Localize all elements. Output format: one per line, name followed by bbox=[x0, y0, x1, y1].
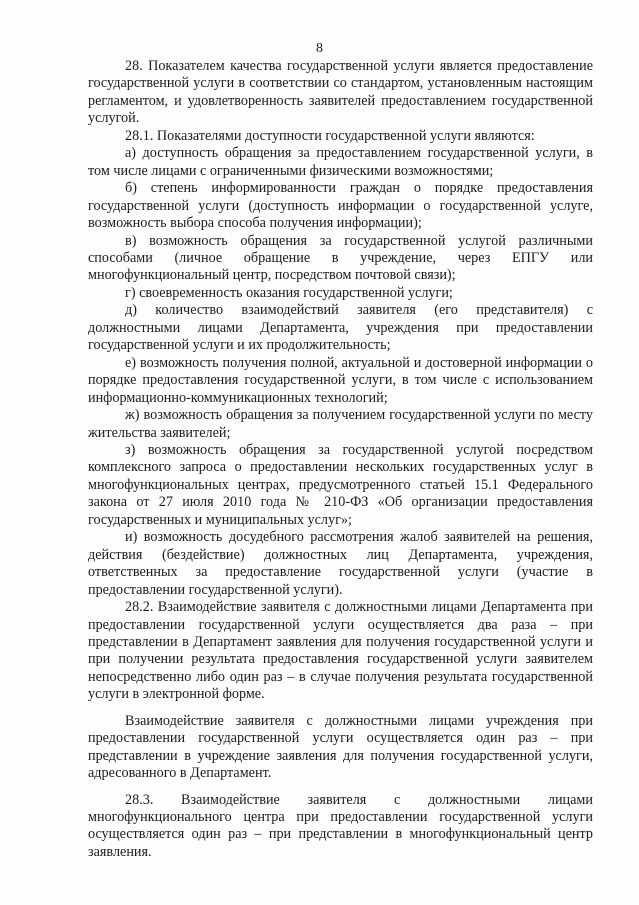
list-item-e: е) возможность получения полной, актуальной и достоверной информации о порядке предоставления государственной услуги, в том числе с использованием информационно-коммуникационных технологий; bbox=[88, 354, 593, 406]
list-item-z: з) возможность обращения за государственной услугой посредством комплексного запроса о предоставлении нескольких государственных услуг в многофункциональных центрах, предусмотренного статьей 15.1 Федерального закона от 27 июля 2010 года № 210-ФЗ «Об организации предоставления государственных и муниципальных услуг»; bbox=[88, 441, 593, 528]
paragraph-28-2: 28.2. Взаимодействие заявителя с должностными лицами Департамента при предоставлении государственной услуги осуществляется два раза – при представлении в Департамент заявления для получения государственной услуги и при получении результата предоставления государственной услуги заявителем непосредственно либо один раз – в случае получения результата государственной услуги в электронной форме. bbox=[88, 599, 593, 703]
list-item-b: б) степень информированности граждан о порядке предоставления государственной услуги (доступность информации о государственной услуге, возможность выбора способа получения информации); bbox=[88, 180, 593, 232]
paragraph-28-3: 28.3. Взаимодействие заявителя с должностными лицами многофункционального центра при предоставлении государственной услуги осуществляется один раз – при представлении в многофункциональный центр заявления. bbox=[88, 791, 593, 860]
paragraph-28-2-continued: Взаимодействие заявителя с должностными лицами учреждения при предоставлении государственной услуги осуществляется один раз – при представлении в учреждение заявления для получения государственной услуги, адресованного в Департамент. bbox=[88, 712, 593, 782]
list-item-g: г) своевременность оказания государственной услуги; bbox=[125, 284, 453, 301]
list-item-a: а) доступность обращения за предоставлением государственной услуги, в том числе лицами с ограниченными физическими возможностями; bbox=[88, 145, 593, 179]
paragraph-28: 28. Показателем качества государственной услуги является предоставление государственной услуги в соответствии со стандартом, установленным настоящим регламентом, и удовлетворенность заявителей предоставлением государственной услугой. bbox=[88, 58, 593, 127]
document-body bbox=[88, 58, 593, 861]
list-item-d: д) количество взаимодействий заявителя (его представителя) с должностными лицами Департамента, учреждения при предоставлении государственной услуги и их продолжительность; bbox=[88, 302, 593, 354]
list-item-zh: ж) возможность обращения за получением государственной услуги по месту жительства заявителей; bbox=[88, 407, 593, 441]
paragraph-28-1: 28.1. Показателями доступности государственной услуги являются: bbox=[125, 127, 535, 144]
list-item-i: и) возможность досудебного рассмотрения жалоб заявителей на решения, действия (бездействие) должностных лиц Департамента, учреждения, ответственных за предоставление государственной услуги (участие в предоставлении государственной услуги). bbox=[88, 529, 593, 598]
page-number: 8 bbox=[316, 41, 323, 56]
list-item-v: в) возможность обращения за государственной услугой различными способами (личное обращение в учреждение, через ЕПГУ или многофункциональный центр, посредством почтовой связи); bbox=[88, 232, 593, 284]
